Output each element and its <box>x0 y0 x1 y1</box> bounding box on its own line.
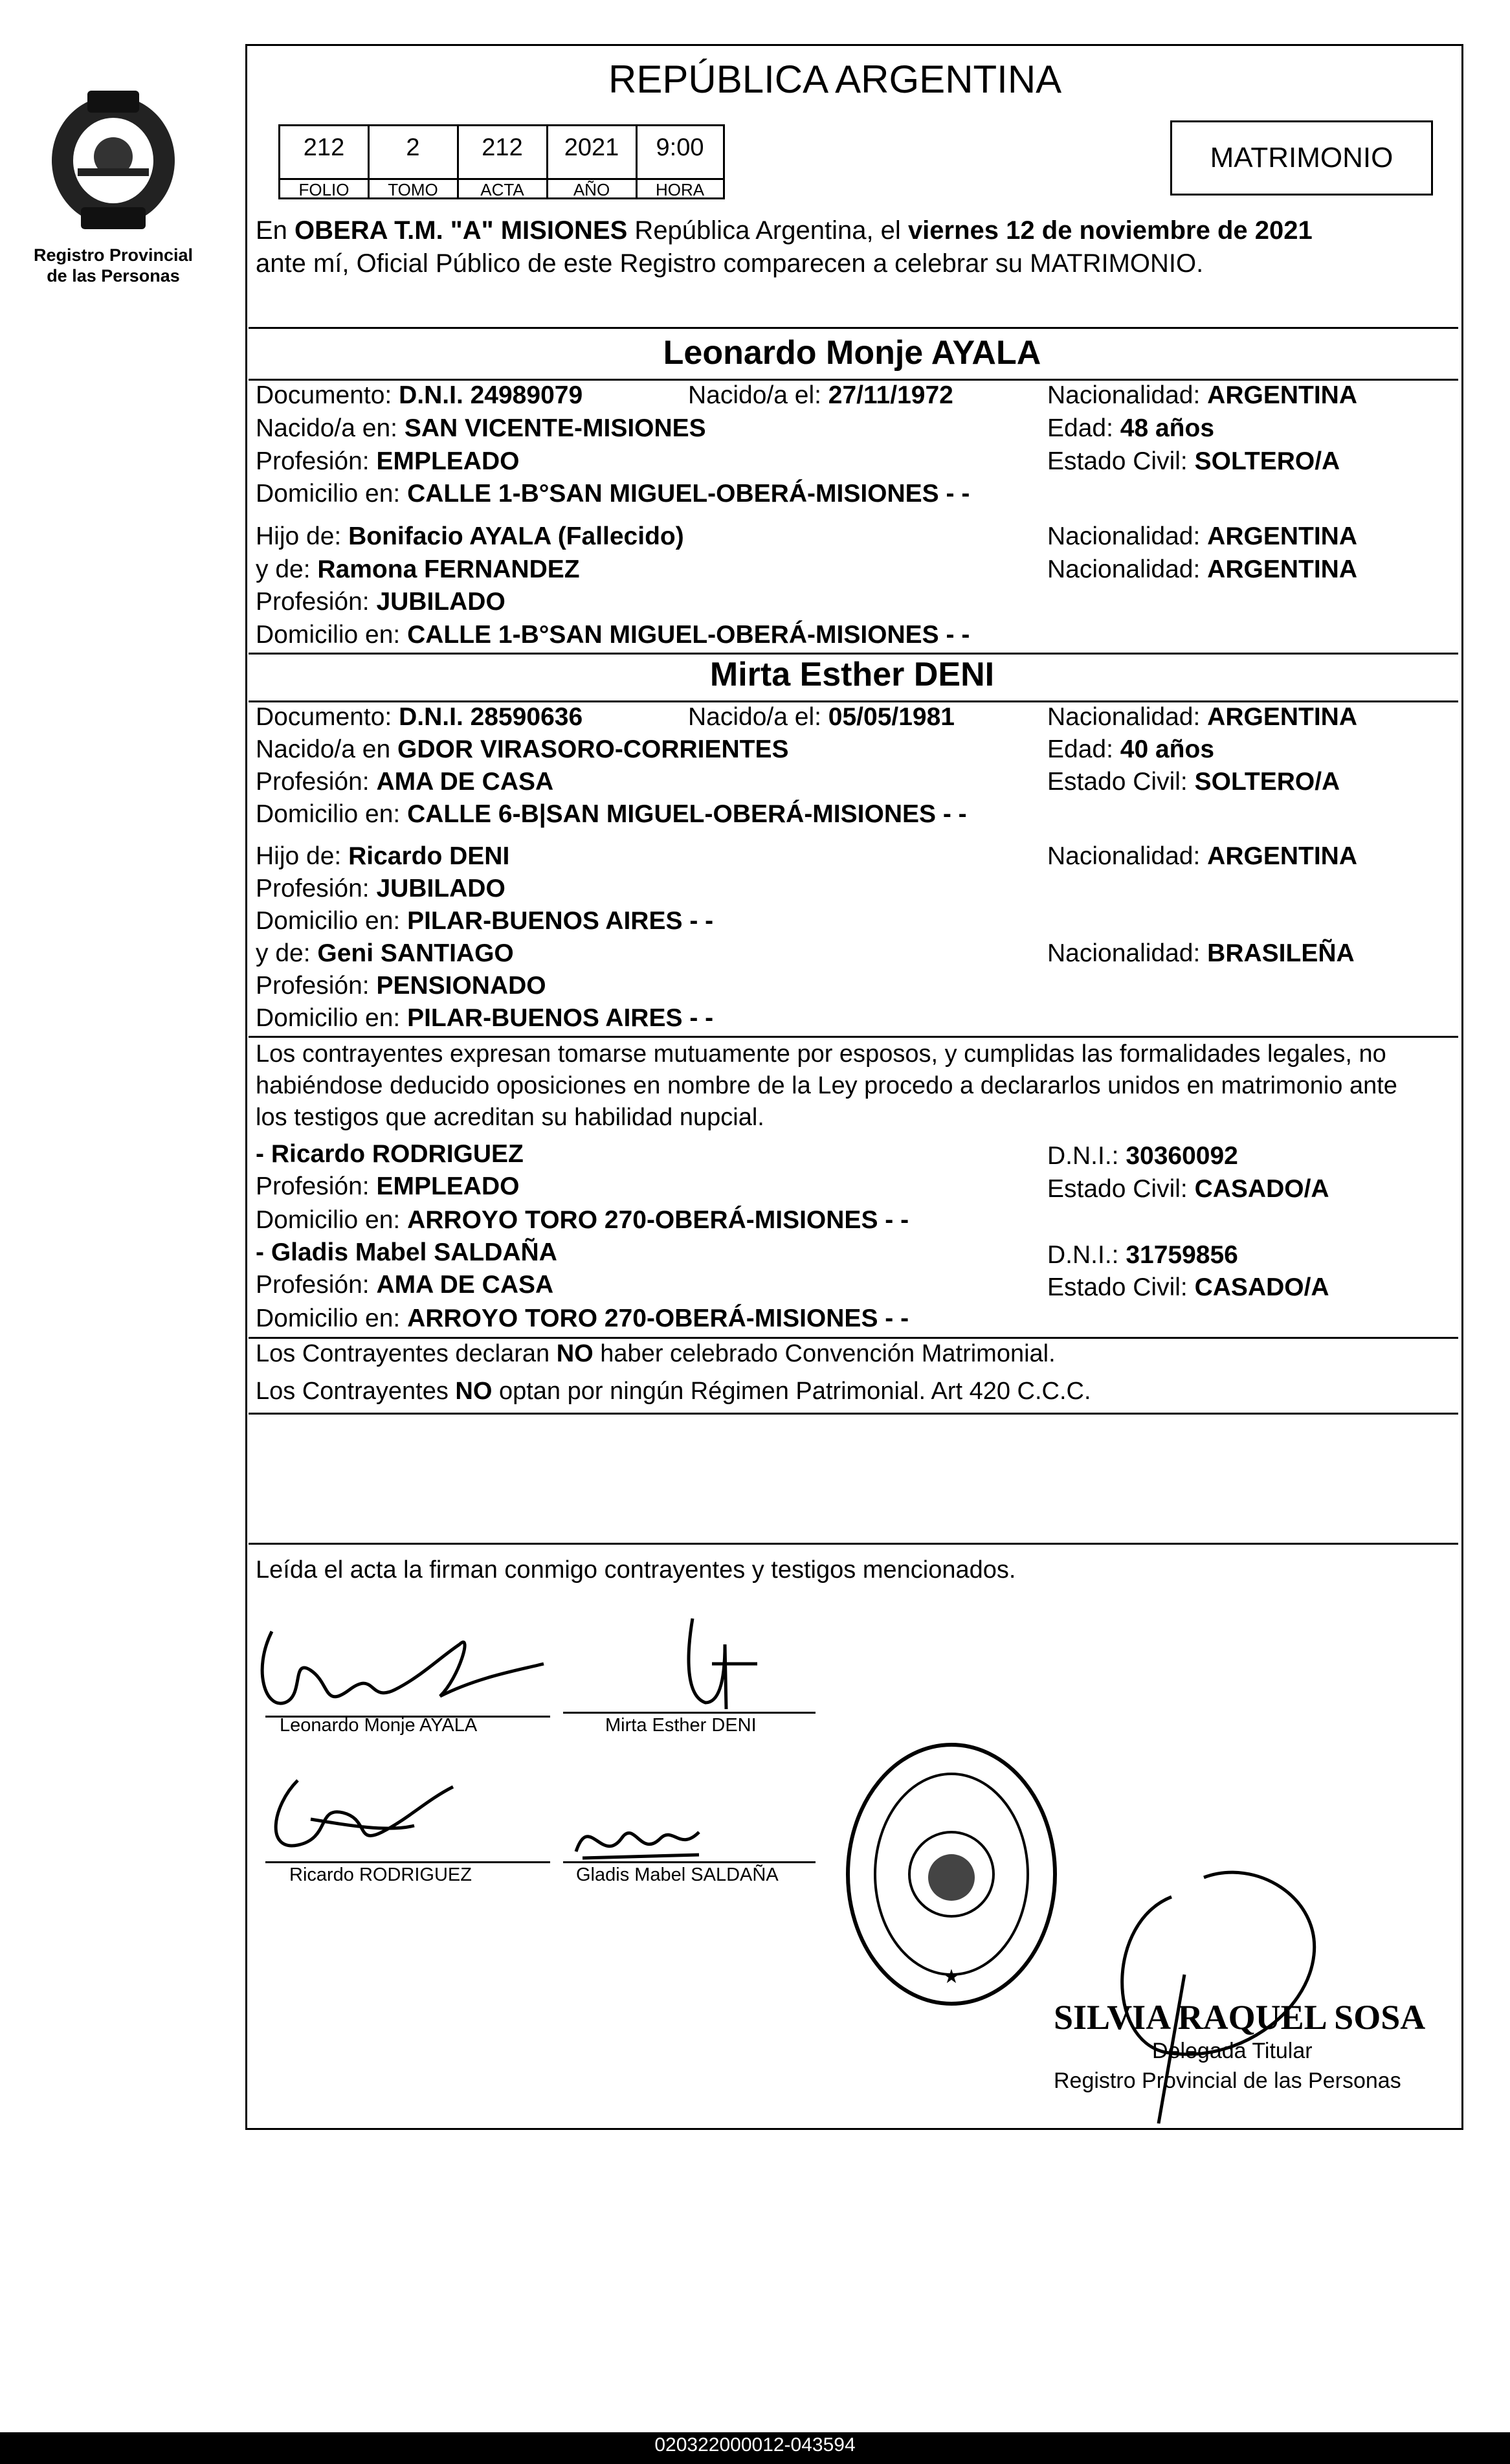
signature-scribble <box>673 1606 770 1716</box>
spouse2-address: Domicilio en: CALLE 6-B|SAN MIGUEL-OBERÁ-MISIONES - - <box>256 800 967 828</box>
spouse2-father-address: Domicilio en: PILAR-BUENOS AIRES - - <box>256 907 714 935</box>
spouse2-mother: y de: Geni SANTIAGO <box>256 939 514 967</box>
witness2-address: Domicilio en: ARROYO TORO 270-OBERÁ-MISIONES - - <box>256 1305 909 1332</box>
place: OBERA T.M. "A" MISIONES <box>294 216 628 245</box>
spouse1-address: Domicilio en: CALLE 1-B°SAN MIGUEL-OBERÁ-MISIONES - - <box>256 480 970 508</box>
id-table <box>278 124 725 199</box>
tomo-label: TOMO <box>388 180 438 199</box>
document-code: 020322000012-043594 <box>654 2434 856 2456</box>
declaration-line-2: habiéndose deducido oposiciones en nombre de la Ley procedo a declararlos unidos en matrimonio ante <box>256 1072 1397 1099</box>
anio-label: AÑO <box>573 180 610 199</box>
act-type-box <box>1170 120 1433 196</box>
acta-label: ACTA <box>480 180 524 199</box>
witness2-civil-status: Estado Civil: CASADO/A <box>1047 1273 1329 1301</box>
spouse1-name: Leonardo Monje AYALA <box>663 334 1041 372</box>
regime-line-1: Los Contrayentes declaran NO haber celebrado Convención Matrimonial. <box>256 1340 1056 1367</box>
witness1-civil-status: Estado Civil: CASADO/A <box>1047 1175 1329 1203</box>
witness1-profession: Profesión: EMPLEADO <box>256 1172 520 1200</box>
signature-line <box>265 1861 550 1863</box>
tomo-value: 2 <box>406 134 420 161</box>
acta-value: 212 <box>482 134 523 161</box>
witness2-profession: Profesión: AMA DE CASA <box>256 1271 554 1299</box>
spouse1-mother: y de: Ramona FERNANDEZ <box>256 555 580 583</box>
witness2-name: - Gladis Mabel SALDAÑA <box>256 1238 557 1266</box>
signature-name: Ricardo RODRIGUEZ <box>289 1865 472 1885</box>
folio-value: 212 <box>303 134 345 161</box>
divider <box>249 1413 1458 1415</box>
divider <box>249 653 1458 655</box>
hora-label: HORA <box>655 180 705 199</box>
closing-statement: Leída el acta la firman conmigo contrayentes y testigos mencionados. <box>256 1556 1016 1584</box>
seal-stamp-icon <box>841 1738 1061 2010</box>
intro-line-1: En OBERA T.M. "A" MISIONES República Argentina, el viernes 12 de noviembre de 2021 <box>256 216 1313 245</box>
officer-org: Registro Provincial de las Personas <box>1054 2068 1401 2093</box>
spouse2-name: Mirta Esther DENI <box>709 656 995 693</box>
spouse1-born-on: Nacido/a el: 27/11/1972 <box>688 381 953 409</box>
witness1-address: Domicilio en: ARROYO TORO 270-OBERÁ-MISIONES - - <box>256 1206 909 1234</box>
signature-scribble <box>246 1618 557 1722</box>
spouse2-doc: Documento: D.N.I. 28590636 <box>256 703 583 731</box>
act-type: MATRIMONIO <box>1210 142 1393 174</box>
spouse2-mother-profession: Profesión: PENSIONADO <box>256 972 546 1000</box>
officer-name: SILVIA RAQUEL SOSA <box>1054 1998 1426 2037</box>
spouse1-age: Edad: 48 años <box>1047 414 1215 442</box>
spouse1-father: Hijo de: Bonifacio AYALA (Fallecido) <box>256 522 684 550</box>
spouse2-profession: Profesión: AMA DE CASA <box>256 768 554 796</box>
spouse1-born-in: Nacido/a en: SAN VICENTE-MISIONES <box>256 414 706 442</box>
regime-line-2: Los Contrayentes NO optan por ningún Régimen Patrimonial. Art 420 C.C.C. <box>256 1378 1091 1405</box>
svg-text:★: ★ <box>942 1966 960 1988</box>
signature-name: Mirta Esther DENI <box>605 1715 757 1736</box>
spouse1-father-nationality: Nacionalidad: ARGENTINA <box>1047 522 1358 550</box>
signature-line <box>563 1861 816 1863</box>
spouse2-father-profession: Profesión: JUBILADO <box>256 875 505 902</box>
intro-line-2: ante mí, Oficial Público de este Registro comparecen a celebrar su MATRIMONIO. <box>256 249 1204 278</box>
spouse2-father-nationality: Nacionalidad: ARGENTINA <box>1047 842 1358 870</box>
logo-caption: Registro Provincial de las Personas <box>33 245 194 286</box>
divider <box>249 327 1458 329</box>
spouse1-nationality: Nacionalidad: ARGENTINA <box>1047 381 1358 409</box>
signature-name: Leonardo Monje AYALA <box>280 1715 478 1736</box>
anio-value: 2021 <box>564 134 619 161</box>
witness1-dni: D.N.I.: 30360092 <box>1047 1142 1238 1170</box>
spouse1-parents-profession: Profesión: JUBILADO <box>256 588 505 616</box>
witness1-name: - Ricardo RODRIGUEZ <box>256 1140 524 1168</box>
spouse1-mother-nationality: Nacionalidad: ARGENTINA <box>1047 555 1358 583</box>
declaration-line-3: los testigos que acreditan su habilidad nupcial. <box>256 1104 764 1131</box>
spouse2-father: Hijo de: Ricardo DENI <box>256 842 510 870</box>
spouse1-parents-address: Domicilio en: CALLE 1-B°SAN MIGUEL-OBERÁ-MISIONES - - <box>256 621 970 649</box>
divider <box>249 1543 1458 1545</box>
country-title: REPÚBLICA ARGENTINA <box>608 58 1062 101</box>
spouse2-mother-nationality: Nacionalidad: BRASILEÑA <box>1047 939 1355 967</box>
registry-seal <box>841 1738 1061 2010</box>
spouse2-born-on: Nacido/a el: 05/05/1981 <box>688 703 955 731</box>
officer-title: Delegada Titular <box>1152 2039 1313 2063</box>
signature-line <box>563 1712 816 1714</box>
spouse2-born-in: Nacido/a en GDOR VIRASORO-CORRIENTES <box>256 735 789 763</box>
registry-logo <box>39 84 188 233</box>
declaration-line-1: Los contrayentes expresan tomarse mutuamente por esposos, y cumplidas las formalidades legales, no <box>256 1040 1386 1068</box>
signature-name: Gladis Mabel SALDAÑA <box>576 1865 779 1885</box>
ceremony-date: viernes 12 de noviembre de 2021 <box>907 216 1313 245</box>
spouse1-civil-status: Estado Civil: SOLTERO/A <box>1047 447 1340 475</box>
spouse2-nationality: Nacionalidad: ARGENTINA <box>1047 703 1358 731</box>
spouse1-profession: Profesión: EMPLEADO <box>256 447 520 475</box>
spouse2-age: Edad: 40 años <box>1047 735 1215 763</box>
signature-scribble <box>259 1767 466 1865</box>
folio-label: FOLIO <box>298 180 350 199</box>
spouse2-civil-status: Estado Civil: SOLTERO/A <box>1047 768 1340 796</box>
witness2-dni: D.N.I.: 31759856 <box>1047 1241 1238 1269</box>
spouse2-mother-address: Domicilio en: PILAR-BUENOS AIRES - - <box>256 1004 714 1032</box>
spouse1-doc: Documento: D.N.I. 24989079 <box>256 381 583 409</box>
divider <box>249 1036 1458 1038</box>
misiones-shield-icon <box>39 84 188 233</box>
hora-value: 9:00 <box>656 134 704 161</box>
